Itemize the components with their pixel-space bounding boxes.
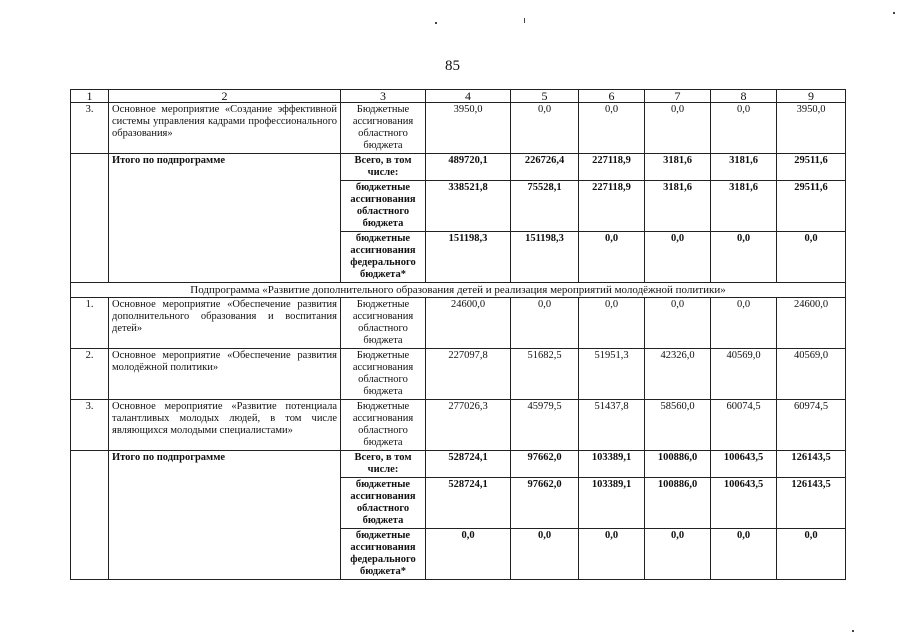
value-cell: 3181,6 <box>645 154 711 181</box>
value-cell: 227097,8 <box>426 349 511 400</box>
header-cell: 3 <box>341 90 426 103</box>
value-cell: 3950,0 <box>777 103 846 154</box>
value-cell: 528724,1 <box>426 478 511 529</box>
value-cell: 51682,5 <box>511 349 579 400</box>
value-cell: 489720,1 <box>426 154 511 181</box>
header-cell: 4 <box>426 90 511 103</box>
value-cell: 0,0 <box>711 232 777 283</box>
row-number: 2. <box>71 349 109 400</box>
value-cell: 0,0 <box>645 298 711 349</box>
value-cell: 227118,9 <box>579 181 645 232</box>
value-cell: 103389,1 <box>579 478 645 529</box>
row-number: 1. <box>71 298 109 349</box>
row-number: 3. <box>71 103 109 154</box>
funding-source: Всего, в том числе: <box>341 154 426 181</box>
scan-speck <box>852 630 854 632</box>
funding-source: бюджетные ассигнования федерального бюджета* <box>341 232 426 283</box>
value-cell: 0,0 <box>711 298 777 349</box>
value-cell: 338521,8 <box>426 181 511 232</box>
value-cell: 151198,3 <box>511 232 579 283</box>
value-cell: 97662,0 <box>511 478 579 529</box>
subprogram-title: Подпрограмма «Развитие дополнительного образования детей и реализация мероприятий молодёжной политики» <box>71 283 846 298</box>
header-cell: 2 <box>109 90 341 103</box>
measure-name: Основное мероприятие «Обеспечение развития молодёжной политики» <box>109 349 341 400</box>
value-cell: 100886,0 <box>645 451 711 478</box>
value-cell: 100886,0 <box>645 478 711 529</box>
value-cell: 3181,6 <box>711 181 777 232</box>
total-label: Итого по подпрограмме <box>109 154 341 283</box>
value-cell: 0,0 <box>511 529 579 580</box>
header-cell: 7 <box>645 90 711 103</box>
value-cell: 0,0 <box>711 103 777 154</box>
table-row <box>71 298 846 349</box>
funding-source: Бюджетные ассигнования областного бюджета <box>341 400 426 451</box>
value-cell: 0,0 <box>579 298 645 349</box>
funding-source: Бюджетные ассигнования областного бюджета <box>341 349 426 400</box>
value-cell: 0,0 <box>777 529 846 580</box>
value-cell: 126143,5 <box>777 451 846 478</box>
scan-speck <box>524 18 525 23</box>
value-cell: 60974,5 <box>777 400 846 451</box>
value-cell: 29511,6 <box>777 154 846 181</box>
total-row <box>71 451 846 478</box>
scan-speck <box>893 12 895 14</box>
total-label: Итого по подпрограмме <box>109 451 341 580</box>
value-cell: 0,0 <box>579 103 645 154</box>
value-cell: 0,0 <box>711 529 777 580</box>
header-row <box>71 90 846 103</box>
value-cell: 51951,3 <box>579 349 645 400</box>
measure-name: Основное мероприятие «Создание эффективной системы управления кадрами профессионального образования» <box>109 103 341 154</box>
funding-source: бюджетные ассигнования областного бюджета <box>341 478 426 529</box>
measure-name: Основное мероприятие «Развитие потенциала талантливых молодых людей, в том числе являющихся молодыми специалистами» <box>109 400 341 451</box>
measure-name: Основное мероприятие «Обеспечение развития дополнительного образования и воспитания детей» <box>109 298 341 349</box>
value-cell: 51437,8 <box>579 400 645 451</box>
total-row <box>71 154 846 181</box>
value-cell: 277026,3 <box>426 400 511 451</box>
value-cell: 3181,6 <box>711 154 777 181</box>
value-cell: 45979,5 <box>511 400 579 451</box>
scan-speck <box>435 22 437 24</box>
value-cell: 75528,1 <box>511 181 579 232</box>
table-row <box>71 103 846 154</box>
value-cell: 126143,5 <box>777 478 846 529</box>
header-cell: 1 <box>71 90 109 103</box>
value-cell: 103389,1 <box>579 451 645 478</box>
budget-table <box>70 89 846 580</box>
header-cell: 8 <box>711 90 777 103</box>
value-cell: 0,0 <box>645 103 711 154</box>
value-cell: 0,0 <box>511 103 579 154</box>
total-blank <box>71 451 109 580</box>
value-cell: 0,0 <box>645 232 711 283</box>
value-cell: 0,0 <box>645 529 711 580</box>
value-cell: 226726,4 <box>511 154 579 181</box>
value-cell: 100643,5 <box>711 451 777 478</box>
funding-source: бюджетные ассигнования федерального бюджета* <box>341 529 426 580</box>
funding-source: Всего, в том числе: <box>341 451 426 478</box>
value-cell: 3181,6 <box>645 181 711 232</box>
value-cell: 0,0 <box>777 232 846 283</box>
value-cell: 40569,0 <box>777 349 846 400</box>
value-cell: 58560,0 <box>645 400 711 451</box>
value-cell: 24600,0 <box>777 298 846 349</box>
funding-source: Бюджетные ассигнования областного бюджета <box>341 103 426 154</box>
value-cell: 3950,0 <box>426 103 511 154</box>
value-cell: 97662,0 <box>511 451 579 478</box>
value-cell: 151198,3 <box>426 232 511 283</box>
value-cell: 100643,5 <box>711 478 777 529</box>
value-cell: 42326,0 <box>645 349 711 400</box>
subprogram-row <box>71 283 846 298</box>
value-cell: 227118,9 <box>579 154 645 181</box>
value-cell: 24600,0 <box>426 298 511 349</box>
funding-source: бюджетные ассигнования областного бюджета <box>341 181 426 232</box>
total-blank <box>71 154 109 283</box>
page-number: 85 <box>445 58 460 74</box>
table-body <box>71 90 846 580</box>
value-cell: 40569,0 <box>711 349 777 400</box>
table-row <box>71 400 846 451</box>
value-cell: 528724,1 <box>426 451 511 478</box>
value-cell: 29511,6 <box>777 181 846 232</box>
value-cell: 0,0 <box>579 529 645 580</box>
header-cell: 5 <box>511 90 579 103</box>
value-cell: 0,0 <box>511 298 579 349</box>
table-row <box>71 349 846 400</box>
header-cell: 6 <box>579 90 645 103</box>
funding-source: Бюджетные ассигнования областного бюджета <box>341 298 426 349</box>
row-number: 3. <box>71 400 109 451</box>
value-cell: 60074,5 <box>711 400 777 451</box>
value-cell: 0,0 <box>426 529 511 580</box>
value-cell: 0,0 <box>579 232 645 283</box>
header-cell: 9 <box>777 90 846 103</box>
